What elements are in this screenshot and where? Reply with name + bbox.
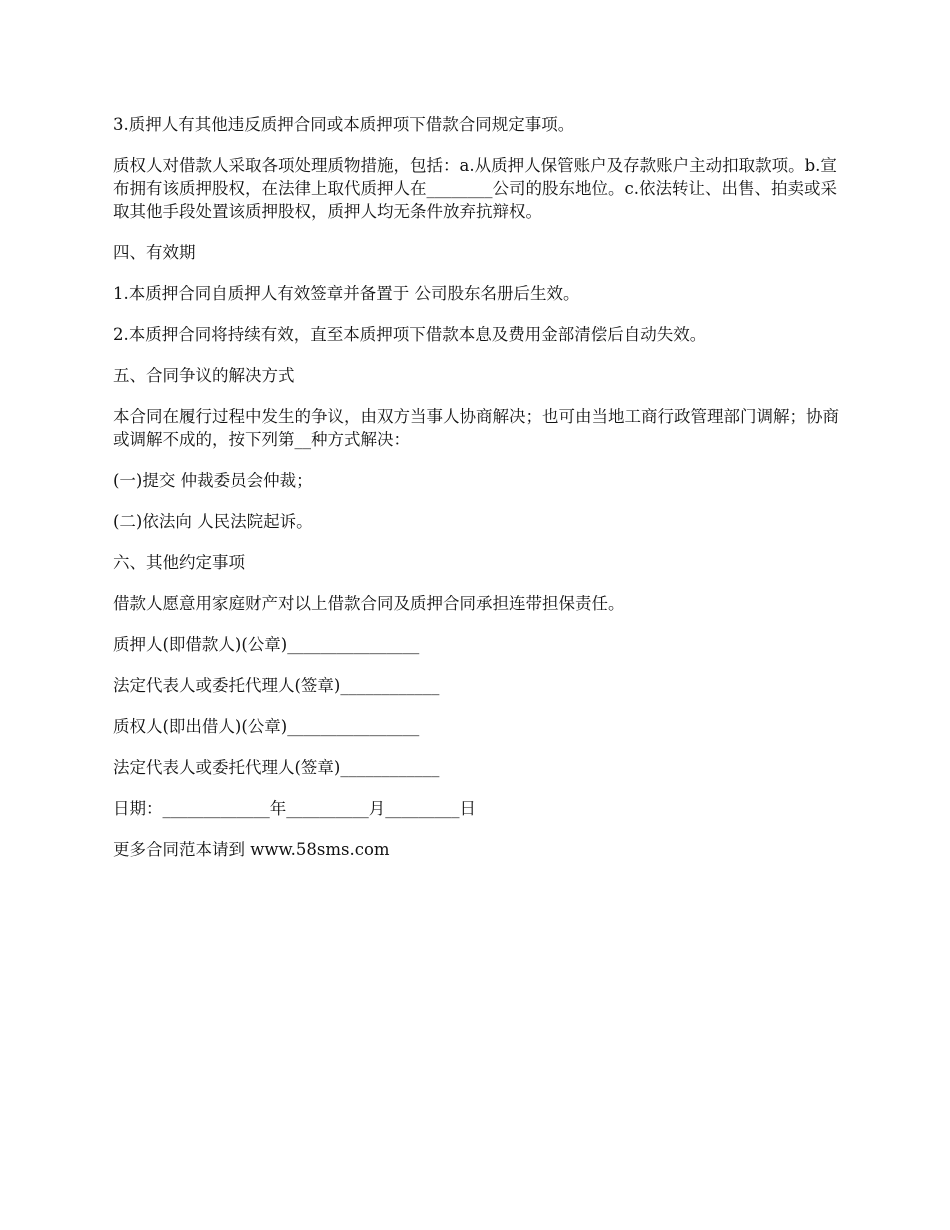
validity-clause-1: 1.本质押合同自质押人有效签章并备置于 公司股东名册后生效。 (113, 284, 580, 303)
dispute-option-arbitration: (一)提交 仲裁委员会仲裁； (113, 471, 313, 490)
joint-guarantee-paragraph: 借款人愿意用家庭财产对以上借款合同及质押合同承担连带担保责任。 (113, 594, 625, 613)
dispute-paragraph: 本合同在履行过程中发生的争议，由双方当事人协商解决；也可由当地工商行政管理部门调解；协商或调解不成的，按下列第__种方式解决： (113, 407, 839, 449)
footer-link-text: 更多合同范本请到 www.58sms.com (113, 840, 390, 859)
section-heading-other: 六、其他约定事项 (113, 553, 245, 572)
document-body (113, 113, 841, 879)
dispute-option-court: (二)依法向 人民法院起诉。 (113, 512, 313, 531)
pledgee-remedies-paragraph: 质权人对借款人采取各项处理质物措施，包括：a.从质押人保管账户及存款账户主动扣取款项。b.宣布拥有该质押股权，在法律上取代质押人在________公司的股东地位。c.依法转让、出售、拍卖或采取其他手段处置该质押股权，质押人均无条件放弃抗辩权。 (113, 156, 837, 221)
clause-3-violation: 3.质押人有其他违反质押合同或本质押项下借款合同规定事项。 (113, 115, 575, 134)
validity-clause-2: 2.本质押合同将持续有效，直至本质押项下借款本息及费用金部清偿后自动失效。 (113, 325, 707, 344)
section-heading-dispute: 五、合同争议的解决方式 (113, 366, 295, 385)
signature-line-pledgee: 质权人(即出借人)(公章)________________ (113, 717, 420, 736)
signature-line-pledgee-representative: 法定代表人或委托代理人(签章)____________ (113, 758, 440, 777)
signature-line-pledgor-representative: 法定代表人或委托代理人(签章)____________ (113, 676, 440, 695)
date-line: 日期：_____________年__________月_________日 (113, 799, 476, 818)
signature-line-pledgor: 质押人(即借款人)(公章)________________ (113, 635, 420, 654)
section-heading-validity: 四、有效期 (113, 243, 196, 262)
